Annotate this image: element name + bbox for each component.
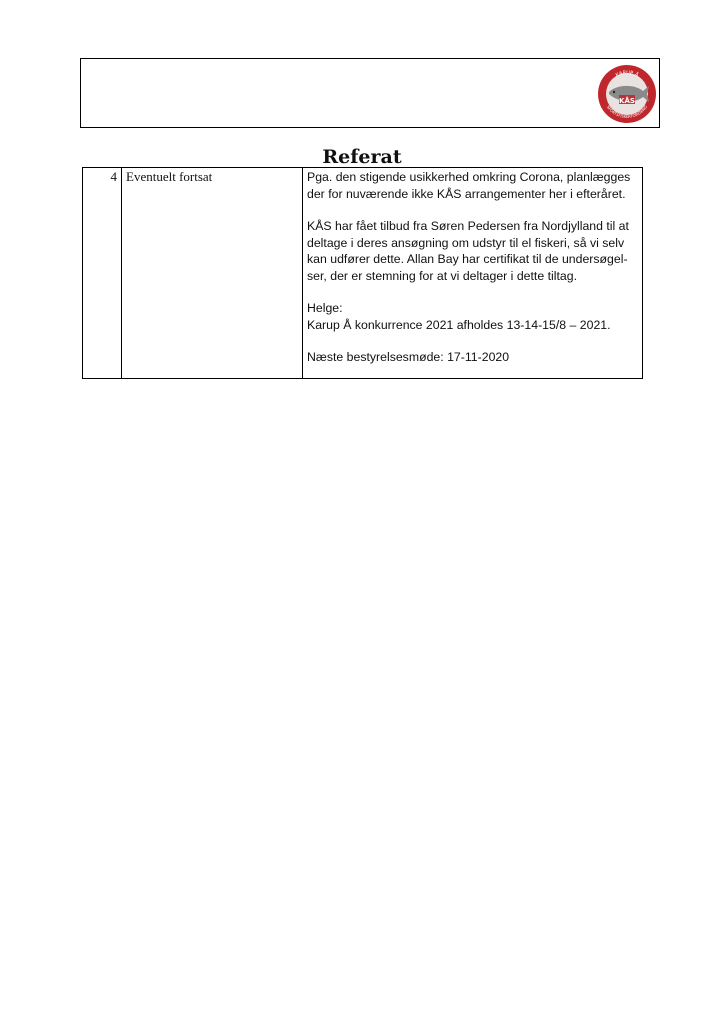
paragraph-el-fiskeri [307,218,638,284]
logo-bottom-text: SPORTSFISKERFORENING [605,104,649,120]
logo-center-text: KÅS [619,97,635,105]
text-line: deltage i deres ansøgning om udstyr til el fiskeri, så vi selv [307,235,625,250]
text-line: Helge: [307,301,343,315]
text-line: der for nuværende ikke KÅS arrangementer her i efteråret. [307,186,626,201]
item-topic: Eventuelt fortsat [122,168,303,379]
text-line: Karup Å konkurrence 2021 afholdes 13-14-15/8 – 2021. [307,317,611,332]
minutes-table [82,167,643,379]
text-line: Pga. den stigende usikkerhed omkring Corona, planlægges [307,170,631,184]
text-line: kan udfører dette. Allan Bay har certifikat til de undersøgel- [307,252,628,266]
text-line: Næste bestyrelsesmøde: 17-11-2020 [307,350,510,364]
text-line: KÅS har fået tilbud fra Søren Pedersen fra Nordjylland til at [307,219,629,233]
paragraph-next-meeting [307,349,638,366]
text-line: ser, der er stemning for at vi deltager i dette tiltag. [307,268,577,283]
item-number: 4 [83,168,122,379]
paragraph-competition [307,300,638,333]
club-logo [597,64,657,124]
header-box [80,58,660,128]
page-title: Referat [322,146,402,168]
table-row [83,168,643,379]
paragraph-corona [307,169,638,202]
logo-top-text: KARUP Å [614,69,640,79]
item-content [303,168,643,379]
